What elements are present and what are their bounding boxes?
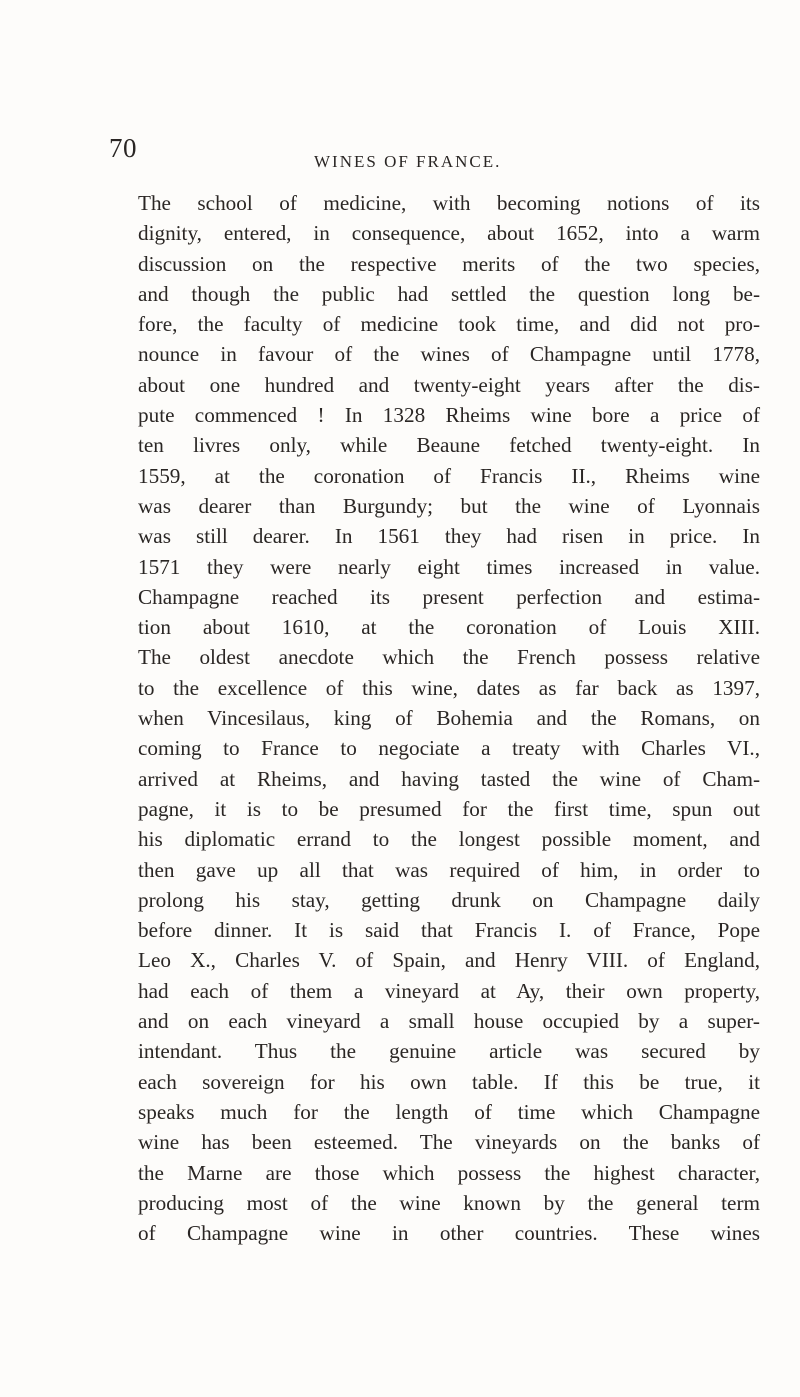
text-line: nounce in favour of the wines of Champagne until 1778, xyxy=(138,342,760,367)
text-line: and though the public had settled the question long be- xyxy=(138,281,760,306)
text-line: the Marne are those which possess the highest character, xyxy=(138,1160,760,1185)
text-line: his diplomatic errand to the longest possible moment, and xyxy=(138,827,760,852)
text-line: producing most of the wine known by the general term xyxy=(138,1190,760,1215)
text-line: tion about 1610, at the coronation of Louis XIII. xyxy=(138,615,760,640)
text-line: Champagne reached its present perfection and estima- xyxy=(138,584,760,609)
text-line: The oldest anecdote which the French possess relative xyxy=(138,645,760,670)
text-line: was still dearer. In 1561 they had risen in price. In xyxy=(138,524,760,549)
text-line: 1571 they were nearly eight times increased in value. xyxy=(138,554,760,579)
text-line: pagne, it is to be presumed for the first time, spun out xyxy=(138,796,760,821)
text-line: coming to France to negociate a treaty with Charles VI., xyxy=(138,736,760,761)
text-line: had each of them a vineyard at Ay, their own property, xyxy=(138,978,760,1003)
text-line: discussion on the respective merits of the two species, xyxy=(138,251,760,276)
text-line: fore, the faculty of medicine took time, and did not pro- xyxy=(138,312,760,337)
text-line: pute commenced ! In 1328 Rheims wine bore a price of xyxy=(138,403,760,428)
text-line: ten livres only, while Beaune fetched twenty-eight. In xyxy=(138,433,760,458)
text-line: wine has been esteemed. The vineyards on the banks of xyxy=(138,1130,760,1155)
text-line: dignity, entered, in consequence, about 1652, into a warm xyxy=(138,221,760,246)
text-line: intendant. Thus the genuine article was secured by xyxy=(138,1039,760,1064)
text-line: Leo X., Charles V. of Spain, and Henry VIII. of England, xyxy=(138,948,760,973)
text-line: each sovereign for his own table. If this be true, it xyxy=(138,1069,760,1094)
text-line: to the excellence of this wine, dates as far back as 1397, xyxy=(138,675,760,700)
text-line: arrived at Rheims, and having tasted the wine of Cham- xyxy=(138,766,760,791)
text-line: was dearer than Burgundy; but the wine of Lyonnais xyxy=(138,493,760,518)
running-head: WINES OF FRANCE. xyxy=(314,152,502,171)
text-line: and on each vineyard a small house occupied by a super- xyxy=(138,1009,760,1034)
text-line: prolong his stay, getting drunk on Champagne daily xyxy=(138,887,760,912)
text-line: of Champagne wine in other countries. These wines xyxy=(138,1221,760,1246)
text-line: speaks much for the length of time which Champagne xyxy=(138,1099,760,1124)
text-line: The school of medicine, with becoming notions of its xyxy=(138,191,760,215)
page-number: 70 xyxy=(109,133,137,163)
text-line: before dinner. It is said that Francis I. of France, Pope xyxy=(138,918,760,943)
text-line: then gave up all that was required of him, in order to xyxy=(138,857,760,882)
text-line: about one hundred and twenty-eight years after the dis- xyxy=(138,372,760,397)
body-text xyxy=(138,188,760,1248)
text-line: 1559, at the coronation of Francis II., Rheims wine xyxy=(138,463,760,488)
text-line: when Vincesilaus, king of Bohemia and the Romans, on xyxy=(138,706,760,731)
